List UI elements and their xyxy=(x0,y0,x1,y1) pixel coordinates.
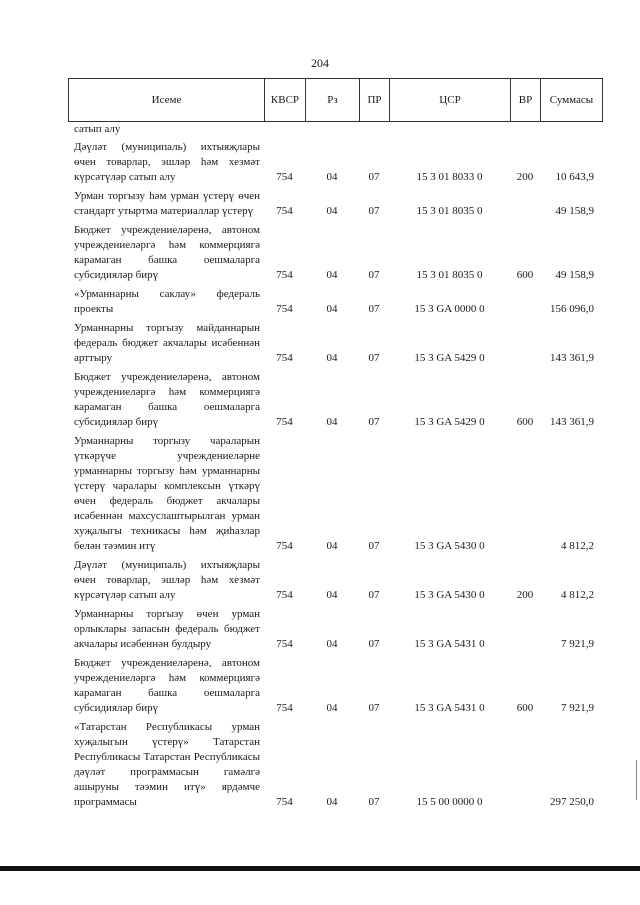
row-pr: 07 xyxy=(368,269,380,281)
row-sum: 10 643,9 xyxy=(555,171,594,183)
row-pr: 07 xyxy=(368,589,380,601)
budget-table-header xyxy=(68,78,603,122)
row-name: «Татарстан Республикасы урман хуҗалыгын үстерү» Татарстан Республикасы Татарстан Республикасы дәүләт программасын гамәлгә ашыруны тәэмин итү» ярдәмче программасы xyxy=(74,721,260,808)
row-pr: 07 xyxy=(368,702,380,714)
row-sum: 297 250,0 xyxy=(550,796,594,808)
row-rz: 04 xyxy=(326,796,338,808)
row-pr: 07 xyxy=(368,352,380,364)
row-pr: 07 xyxy=(368,171,380,183)
row-sum: 156 096,0 xyxy=(550,303,594,315)
row-rz: 04 xyxy=(326,352,338,364)
row-pr: 07 xyxy=(368,540,380,552)
header-kvsr: КВСР xyxy=(265,79,306,122)
header-rz: Рз xyxy=(306,79,360,122)
table-row xyxy=(68,140,602,185)
row-vr: 600 xyxy=(516,416,534,428)
row-rz: 04 xyxy=(326,702,338,714)
row-csr: 15 5 00 0000 0 xyxy=(416,796,483,808)
table-row xyxy=(68,370,602,430)
row-csr: 15 3 GA 5429 0 xyxy=(414,352,485,364)
row-kvsr: 754 xyxy=(276,589,293,601)
footer-bar xyxy=(0,866,640,871)
row-sum: 49 158,9 xyxy=(555,205,594,217)
row-name: Бюджет учреждениеләренә, автоном учреждениеләргә һәм коммерциягә карамаган башка оешмаларга субсидияләр бирү xyxy=(74,371,260,428)
row-csr: 15 3 01 8033 0 xyxy=(416,171,483,183)
row-name: Урманнарны торгызу майданнарын федераль бюджет акчалары исәбеннән арттыру xyxy=(74,322,260,364)
row-csr: 15 3 GA 5430 0 xyxy=(414,589,485,601)
table-row xyxy=(68,607,602,652)
row-rz: 04 xyxy=(326,205,338,217)
table-body xyxy=(68,122,602,810)
table-row xyxy=(68,223,602,283)
row-csr: 15 3 GA 5430 0 xyxy=(414,540,485,552)
row-vr: 600 xyxy=(516,269,534,281)
row-kvsr: 754 xyxy=(276,171,293,183)
row-csr: 15 3 GA 5431 0 xyxy=(414,638,485,650)
scan-edge-mark xyxy=(636,760,637,800)
row-name: Дәүләт (муниципаль) ихтыяҗлары өчен товарлар, эшләр һәм хезмәт күрсәтүләр сатып алу xyxy=(74,141,260,183)
row-csr: 15 3 GA 5431 0 xyxy=(414,702,485,714)
row-csr: 15 3 01 8035 0 xyxy=(416,205,483,217)
row-rz: 04 xyxy=(326,540,338,552)
row-rz: 04 xyxy=(326,171,338,183)
row-sum: 4 812,2 xyxy=(561,540,594,552)
row-kvsr: 754 xyxy=(276,352,293,364)
row-kvsr: 754 xyxy=(276,796,293,808)
row-kvsr: 754 xyxy=(276,540,293,552)
table-row xyxy=(68,321,602,366)
row-pr: 07 xyxy=(368,303,380,315)
row-pr: 07 xyxy=(368,205,380,217)
row-name: Урман торгызу һәм урман үстерү өчен стандарт утыртма материаллар үстерү xyxy=(74,190,260,217)
row-name: Бюджет учреждениеләренә, автоном учреждениеләргә һәм коммерциягә карамаган башка оешмаларга субсидияләр бирү xyxy=(74,224,260,281)
page-number: 204 xyxy=(311,56,329,70)
row-kvsr: 754 xyxy=(276,702,293,714)
row-rz: 04 xyxy=(326,416,338,428)
table-row xyxy=(68,287,602,317)
table-row xyxy=(68,720,602,810)
row-pr: 07 xyxy=(368,796,380,808)
row-vr: 600 xyxy=(516,702,534,714)
row-kvsr: 754 xyxy=(276,638,293,650)
row-rz: 04 xyxy=(326,269,338,281)
row-kvsr: 754 xyxy=(276,303,293,315)
row-kvsr: 754 xyxy=(276,205,293,217)
row-sum: 4 812,2 xyxy=(561,589,594,601)
row-pr: 07 xyxy=(368,638,380,650)
row-sum: 49 158,9 xyxy=(555,269,594,281)
header-csr: ЦСР xyxy=(390,79,511,122)
row-name: Бюджет учреждениеләренә, автоном учреждениеләргә һәм коммерциягә карамаган башка оешмаларга субсидияләр бирү xyxy=(74,657,260,714)
table-row xyxy=(68,434,602,554)
row-rz: 04 xyxy=(326,303,338,315)
row-vr: 200 xyxy=(516,171,534,183)
row-name: Урманнарны торгызу өчен урман орлыклары запасын федераль бюджет акчалары исәбеннән булдыру xyxy=(74,608,260,650)
row-sum: 7 921,9 xyxy=(561,638,594,650)
row-sum: 143 361,9 xyxy=(550,352,594,364)
row-pr: 07 xyxy=(368,416,380,428)
row-name: «Урманнарны саклау» федераль проекты xyxy=(74,288,260,315)
row-kvsr: 754 xyxy=(276,269,293,281)
row-rz: 04 xyxy=(326,589,338,601)
row-csr: 15 3 01 8035 0 xyxy=(416,269,483,281)
row-vr: 200 xyxy=(516,589,534,601)
header-name: Исеме xyxy=(69,79,265,122)
header-row xyxy=(69,79,603,122)
row-rz: 04 xyxy=(326,638,338,650)
header-vr: ВР xyxy=(511,79,541,122)
row-kvsr: 754 xyxy=(276,416,293,428)
table-row xyxy=(68,189,602,219)
header-pr: ПР xyxy=(360,79,390,122)
table-row xyxy=(68,122,602,137)
row-csr: 15 3 GA 5429 0 xyxy=(414,416,485,428)
header-sum: Суммасы xyxy=(541,79,603,122)
row-name: сатып алу xyxy=(74,123,121,135)
table-row xyxy=(68,656,602,716)
row-name: Урманнарны торгызу чараларын үткәрүче учреждениеләрне урманнарны торгызу һәм урманнарны үстерү чаралары комплексын үткәрү өчен федераль бюджет акчалары исәбеннән махсуслаштырылган урман хуҗалыгы техникасы һәм җиһазлар белән тәэмин итү xyxy=(74,435,260,552)
table-row xyxy=(68,558,602,603)
row-sum: 143 361,9 xyxy=(550,416,594,428)
row-sum: 7 921,9 xyxy=(561,702,594,714)
row-csr: 15 3 GA 0000 0 xyxy=(414,303,485,315)
row-name: Дәүләт (муниципаль) ихтыяҗлары өчен товарлар, эшләр һәм хезмәт күрсәтүләр сатып алу xyxy=(74,559,260,601)
